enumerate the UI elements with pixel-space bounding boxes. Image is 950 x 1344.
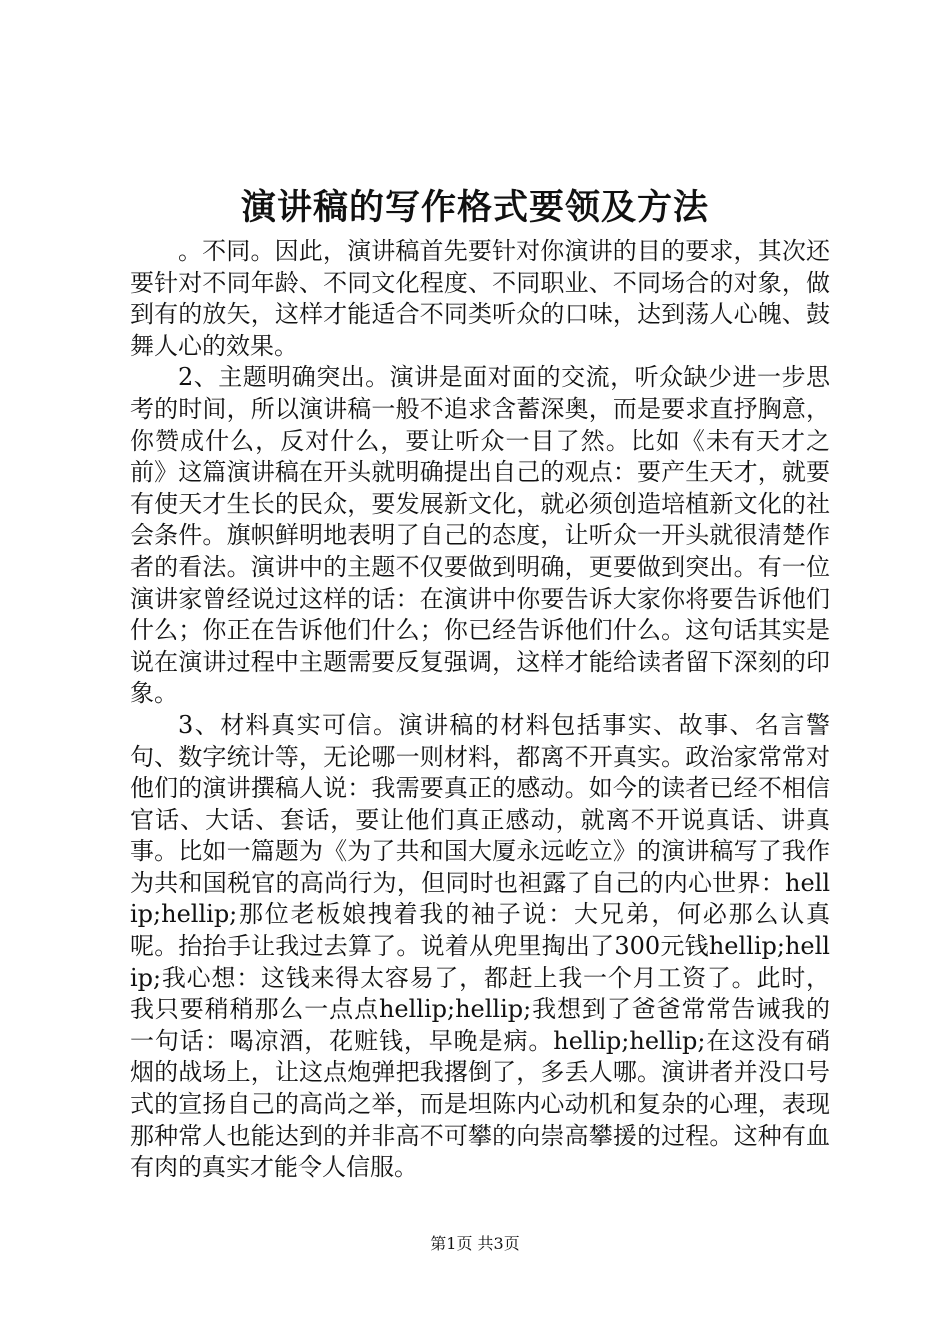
document-body: [130, 236, 830, 1184]
paragraph-audience: 。不同。因此，演讲稿首先要针对你演讲的目的要求，其次还要针对不同年龄、不同文化程度、不同职业、不同场合的对象，做到有的放矢，这样才能适合不同类听众的口味，达到荡人心魄、鼓舞人心的效果。: [130, 237, 830, 360]
document-title: 演讲稿的写作格式要领及方法: [240, 187, 709, 228]
page-number-footer: 第1页 共3页: [430, 1234, 520, 1253]
paragraph-materials: 3、材料真实可信。演讲稿的材料包括事实、故事、名言警句、数字统计等，无论哪一则材料，都离不开真实。政治家常常对他们的演讲撰稿人说：我需要真正的感动。如今的读者已经不相信官话、大话、套话，要让他们真正感动，就离不开说真话、讲真事。比如一篇题为《为了共和国大厦永远屹立》的演讲稿写了我作为共和国税官的高尚行为，但同时也袒露了自己的内心世界：hellip;hellip;那位老板娘拽着我的袖子说：大兄弟，何必那么认真呢。抬抬手让我过去算了。说着从兜里掏出了300元钱hellip;hellip;我心想：这钱来得太容易了，都赶上我一个月工资了。此时，我只要稍稍那么一点点hellip;hellip;我想到了爸爸常常告诫我的一句话：喝凉酒，花赃钱，早晚是病。hellip;hellip;在这没有硝烟的战场上，让这点炮弹把我撂倒了，多丢人哪。演讲者并没口号式的宣扬自己的高尚之举，而是坦陈内心动机和复杂的心理，表现那种常人也能达到的并非高不可攀的向崇高攀援的过程。这种有血有肉的真实才能令人信服。: [130, 710, 830, 1182]
paragraph-theme: 2、主题明确突出。演讲是面对面的交流，听众缺少进一步思考的时间，所以演讲稿一般不追求含蓄深奥，而是要求直抒胸意，你赞成什么，反对什么，要让听众一目了然。比如《未有天才之前》这篇演讲稿在开头就明确提出自己的观点：要产生天才，就要有使天才生长的民众，要发展新文化，就必须创造培植新文化的社会条件。旗帜鲜明地表明了自己的态度，让听众一开头就很清楚作者的看法。演讲中的主题不仅要做到明确，更要做到突出。有一位演讲家曾经说过这样的话：在演讲中你要告诉大家你将要告诉他们什么；你正在告诉他们什么；你已经告诉他们什么。这句话其实是说在演讲过程中主题需要反复强调，这样才能给读者留下深刻的印象。: [130, 363, 830, 708]
